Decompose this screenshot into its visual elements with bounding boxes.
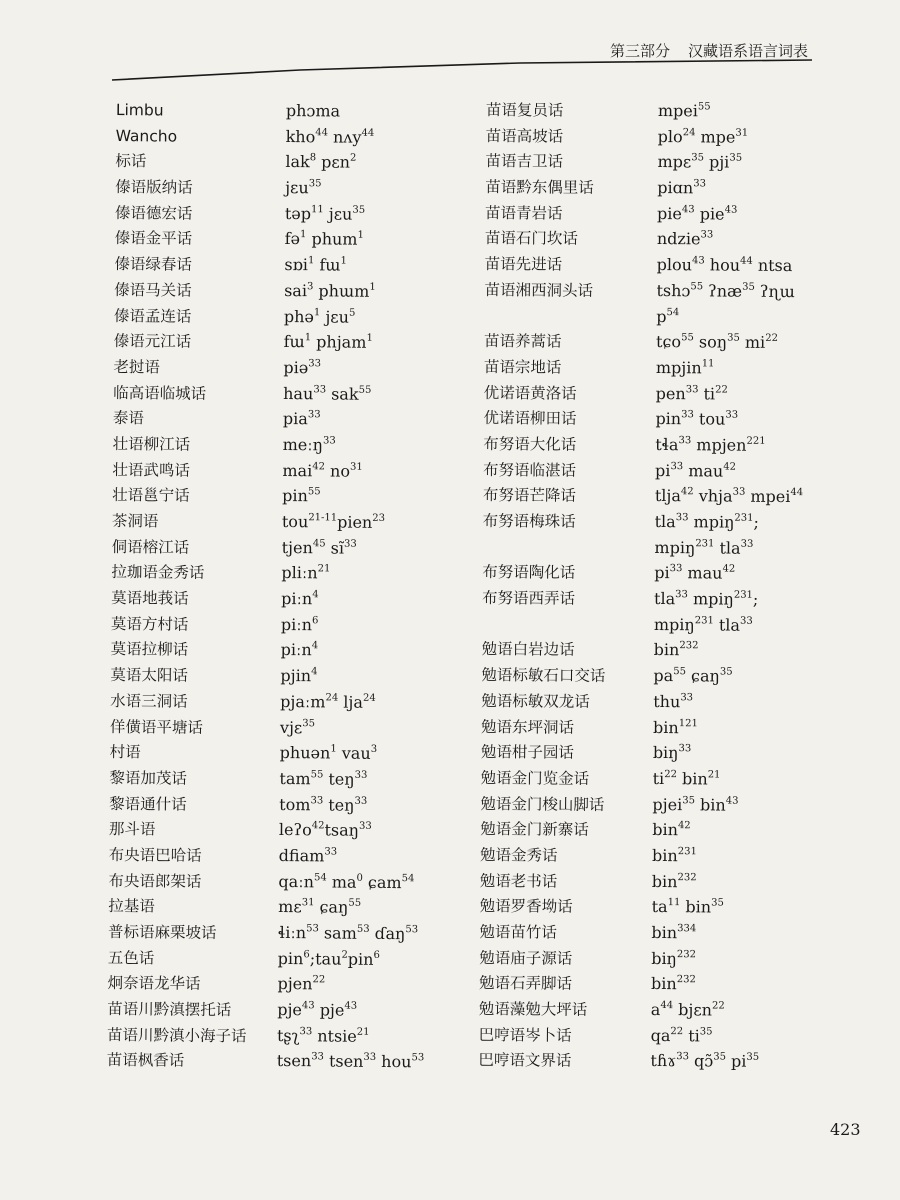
entry-name: 傣语德宏话 <box>114 203 193 223</box>
entry-name: 拉珈语金秀话 <box>111 563 205 583</box>
entry-form: piːn$^6$ <box>280 614 319 635</box>
entry-name: 勉语罗香坳话 <box>479 897 573 917</box>
entry-form: lak$^8$ pɛn$^2$ <box>285 152 357 172</box>
entry-name: 勉语老书话 <box>479 871 558 891</box>
entry-name: 勉语柑子园话 <box>480 743 574 762</box>
entry-name: 巴哼语岑卜话 <box>478 1025 572 1045</box>
entry-name: 村语 <box>109 743 141 762</box>
entry-form: kho$^{44}$ nʌy$^{44}$ <box>285 126 375 147</box>
entry-name: 苗语黔东偶里话 <box>485 178 594 197</box>
entry-name: 泰语 <box>112 409 145 428</box>
entry-form: $ta^{11}$ bin$^{35}$ <box>651 897 724 917</box>
entry-name: 布央语巴哈话 <box>108 845 202 865</box>
entry-form: bin$^{334}$ <box>651 922 697 943</box>
entry-name: 普标语麻栗坡话 <box>107 922 217 943</box>
entry-form: bin$^{42}$ <box>652 820 691 840</box>
entry-name: 苗语枫香话 <box>106 1051 185 1071</box>
entry-name: 优诺语黄洛话 <box>483 383 577 403</box>
entry-form: sai$^3$ phɯm$^1$ <box>284 280 376 301</box>
entry-name: 勉语白岩边话 <box>481 640 575 660</box>
entry-name: 黎语通什话 <box>109 794 187 814</box>
entry-name: 傣语孟连话 <box>113 306 192 326</box>
entry-name: 茶洞语 <box>111 511 159 531</box>
entry-name: 勉语藻勉大坪话 <box>478 1000 588 1019</box>
entry-form: plo$^{24}$ mpe$^{31}$ <box>657 126 749 147</box>
entry-form: plou$^{43}$ hou$^{44}$ ntsa <box>656 255 793 276</box>
entry-name: 傣语金平话 <box>114 229 193 249</box>
entry-form: tʂʅ$^{33}$ ntsie$^{21}$ <box>276 1025 370 1046</box>
entry-name: 侗语榕江话 <box>111 537 190 557</box>
entry-name: 勉语金门新寨话 <box>480 820 589 840</box>
entry-form: mai$^{42}$ $no^{31}$ <box>282 460 363 481</box>
entry-form: pin$^{55}$ <box>282 486 321 506</box>
entry-form: fə$^1$ phum$^1$ <box>284 229 364 250</box>
header-part: 第三部分 <box>610 42 671 60</box>
entry-name: 苗语石门坎话 <box>484 229 578 249</box>
entry-name: Limbu <box>115 100 164 120</box>
entry-form: jɛu$^{35}$ <box>285 178 322 198</box>
entry-name: 黎语加茂话 <box>109 768 188 788</box>
entry-form: tɕo$^{55}$ soŋ$^{35}$ $mi^{22}$ <box>656 332 779 353</box>
entry-name: 傣语版纳话 <box>115 178 193 197</box>
entry-form: phuən$^1$ vau$^3$ <box>279 743 378 764</box>
entry-form: sɒi$^1$ fɯ$^1$ <box>284 255 348 275</box>
entry-form: bin$^{232}$ <box>651 871 697 891</box>
entry-name: 苗语养蒿话 <box>484 332 562 351</box>
entry-name: 勉语金秀话 <box>479 845 558 865</box>
entry-form: bin$^{232}$ <box>650 974 696 994</box>
left-forms-column <box>277 98 506 1076</box>
entry-form: tlja$^{42}$ vhja$^{33}$ mpei$^{44}$ <box>654 486 804 507</box>
entry-name: 莫语太阳话 <box>110 666 189 685</box>
entry-name: 勉语金门梭山脚话 <box>480 794 605 814</box>
entry-form: tla$^{33}$ mpiŋ$^{231}$; <box>653 589 759 609</box>
entry-form: piːn$^4$ <box>280 640 319 660</box>
entry-name: 壮语武鸣话 <box>112 460 191 480</box>
entry-form: tsen$^{33}$ tsen$^{33}$ hou$^{53}$ <box>276 1051 425 1072</box>
entry-form: bin$^{121}$ <box>652 717 698 737</box>
entry-form: tom$^{33}$ teŋ$^{33}$ <box>279 794 368 815</box>
entry-name: 苗语高坡话 <box>485 126 564 146</box>
entry-form: mpei$^{55}$ <box>657 100 711 121</box>
entry-form: meːŋ$^{33}$ <box>282 434 336 455</box>
entry-name: 布努语大化话 <box>483 434 577 454</box>
entry-form: ɬiːn$^{53}$ sam$^{53}$ ɗaŋ$^{53}$ <box>277 922 419 944</box>
entry-form: pjen$^{22}$ <box>277 974 326 994</box>
entry-form: $p^{54}$ <box>656 306 680 326</box>
entry-form: pin$^6$;tau$^2$pin$^6$ <box>277 948 380 969</box>
entry-form: mɛ$^{31}$ ɕaŋ$^{55}$ <box>278 897 362 917</box>
entry-form: $pi^{33}$ mau$^{42}$ <box>654 563 736 583</box>
entry-form: thu$^{33}$ <box>653 691 694 712</box>
entry-name: 勉语东坪洞话 <box>480 717 575 737</box>
entry-name: 莫语方村话 <box>110 614 189 634</box>
entry-name: 布努语临湛话 <box>483 460 577 480</box>
entry-form: mpiŋ$^{231}$ tla$^{33}$ <box>653 614 753 635</box>
entry-form: piə$^{33}$ <box>283 357 322 378</box>
entry-form: pie$^{43}$ pie$^{43}$ <box>657 203 738 224</box>
entry-name: 傣语马关话 <box>114 280 192 300</box>
entry-name: 勉语苗竹话 <box>479 922 558 942</box>
entry-name: 壮语邕宁话 <box>112 486 190 506</box>
entry-form: bin$^{231}$ <box>651 845 697 866</box>
entry-name: 苗语川黔滇小海子话 <box>106 1025 247 1046</box>
entry-form: $pa^{55}$ ɕaŋ$^{35}$ <box>653 666 733 686</box>
entry-form: mpɛ$^{35}$ pji$^{35}$ <box>657 152 743 172</box>
entry-form: pia$^{33}$ <box>282 409 321 429</box>
entry-form: bin$^{232}$ <box>653 640 699 660</box>
entry-form: phə$^1$ jɛu$^5$ <box>283 306 356 327</box>
entry-form: pjaːm$^{24}$ lja$^{24}$ <box>280 691 376 712</box>
entry-form: dfiam$^{33}$ <box>278 845 338 866</box>
header-section: 汉藏语系语言词表 <box>688 42 809 60</box>
entry-form: pliːn$^{21}$ <box>281 563 331 583</box>
entry-name: 炯奈语龙华话 <box>107 974 201 994</box>
entry-form: fɯ$^1$ phjam$^1$ <box>283 332 373 352</box>
entry-name: 苗语青岩话 <box>485 203 563 223</box>
entry-form: tɬa$^{33}$ mpjen$^{221}$ <box>655 434 766 455</box>
entry-form: biŋ$^{232}$ <box>651 948 697 968</box>
entry-name: 傣语元江话 <box>113 332 192 351</box>
entry-form: vjɛ$^{35}$ <box>279 717 316 737</box>
entry-form: $qa^{22}$ $ti^{35}$ <box>650 1025 713 1046</box>
entry-form: leʔo$^{42}$tsaŋ$^{33}$ <box>278 820 372 840</box>
entry-name: 苗语复员话 <box>485 100 564 120</box>
entry-form: ndzie$^{33}$ <box>656 229 714 249</box>
entry-form: mpiŋ$^{231}$ tla$^{33}$ <box>654 537 754 558</box>
entry-name: 莫语地莪话 <box>111 589 189 608</box>
entry-form: $ti^{22}$ bin$^{21}$ <box>652 768 721 789</box>
entry-form: pjin$^4$ <box>280 666 318 686</box>
entry-name: 勉语金门览金话 <box>480 768 590 788</box>
entry-form: $pi^{33}$ mau$^{42}$ <box>655 460 737 481</box>
entry-form: tɦɤ$^{33}$ qɔ̃$^{35}$ $pi^{35}$ <box>650 1051 760 1072</box>
entry-name: 苗语川黔滇摆托话 <box>107 1000 232 1020</box>
entry-name: 苗语宗地话 <box>483 357 562 377</box>
entry-name: 水语三洞话 <box>110 691 188 711</box>
entry-name: 巴哼语文界话 <box>478 1051 572 1071</box>
entry-name: 标话 <box>115 152 147 171</box>
entry-name: 拉基语 <box>108 897 155 916</box>
entry-form: təp$^{11}$ jɛu$^{35}$ <box>284 203 366 224</box>
entry-name: 勉语标敏双龙话 <box>481 691 590 711</box>
entry-name: Wancho <box>115 126 178 146</box>
entry-form: pen$^{33}$ $ti^{22}$ <box>655 383 728 404</box>
entry-name: 勉语石弄脚话 <box>478 974 573 994</box>
entry-name: 勉语庙子源话 <box>479 948 573 968</box>
entry-name: 布努语陶化话 <box>482 563 576 583</box>
entry-name: 傣语绿春话 <box>114 255 193 274</box>
entry-form: qaːn$^{54}$ $ma^0$ ɕam$^{54}$ <box>278 871 415 892</box>
entry-form: tshɔ$^{55}$ ʔnæ$^{35}$ ʔɳɯ <box>656 280 795 301</box>
entry-form: $a^{44}$ bjɛn$^{22}$ <box>650 1000 725 1020</box>
entry-name: 苗语湘西洞头话 <box>484 280 594 300</box>
entry-name: 临高语临城话 <box>113 383 207 403</box>
header-rule <box>0 0 900 100</box>
entry-name: 佯僙语平塘话 <box>109 717 204 737</box>
entry-form: pjei$^{35}$ bin$^{43}$ <box>652 794 739 815</box>
entry-form: pin$^{33}$ tou$^{33}$ <box>655 409 739 429</box>
entry-name: 布努语芒降话 <box>482 486 576 506</box>
entry-name: 布努语梅珠话 <box>482 511 576 531</box>
entry-name: 布央语郎架话 <box>108 871 202 891</box>
entry-form: pje$^{43}$ pje$^{43}$ <box>277 1000 358 1020</box>
entry-form: tjen$^{45}$ $sĩ^{33}$ <box>281 537 357 558</box>
entry-name: 苗语吉卫话 <box>485 152 564 171</box>
entry-form: biŋ$^{33}$ <box>652 743 692 763</box>
entry-name: 老挝语 <box>113 357 161 377</box>
entry-form: tam$^{55}$ teŋ$^{33}$ <box>279 768 368 789</box>
entry-form: piɑn$^{33}$ <box>657 178 707 198</box>
right-forms-column <box>650 98 878 1076</box>
entry-name: 布努语西弄话 <box>482 589 576 608</box>
entry-form: piːn$^4$ <box>281 589 319 609</box>
entry-form: tou$^{21-11}$pien$^{23}$ <box>281 511 386 532</box>
entry-name: 五色话 <box>107 948 155 968</box>
page-number: 423 <box>830 1120 861 1139</box>
entry-name: 优诺语柳田话 <box>483 409 577 428</box>
entry-name: 壮语柳江话 <box>112 434 191 454</box>
entry-name: 苗语先进话 <box>484 255 563 274</box>
entry-form: phɔma <box>285 100 341 121</box>
entry-name: 那斗语 <box>108 820 156 839</box>
entry-name: 勉语标敏石口交话 <box>481 666 606 686</box>
entry-form: hau$^{33}$ sak$^{55}$ <box>283 383 372 404</box>
entry-name: 莫语拉柳话 <box>110 640 189 660</box>
entry-form: tla$^{33}$ mpiŋ$^{231}$; <box>654 511 759 532</box>
entry-form: mpjin$^{11}$ <box>655 357 715 378</box>
